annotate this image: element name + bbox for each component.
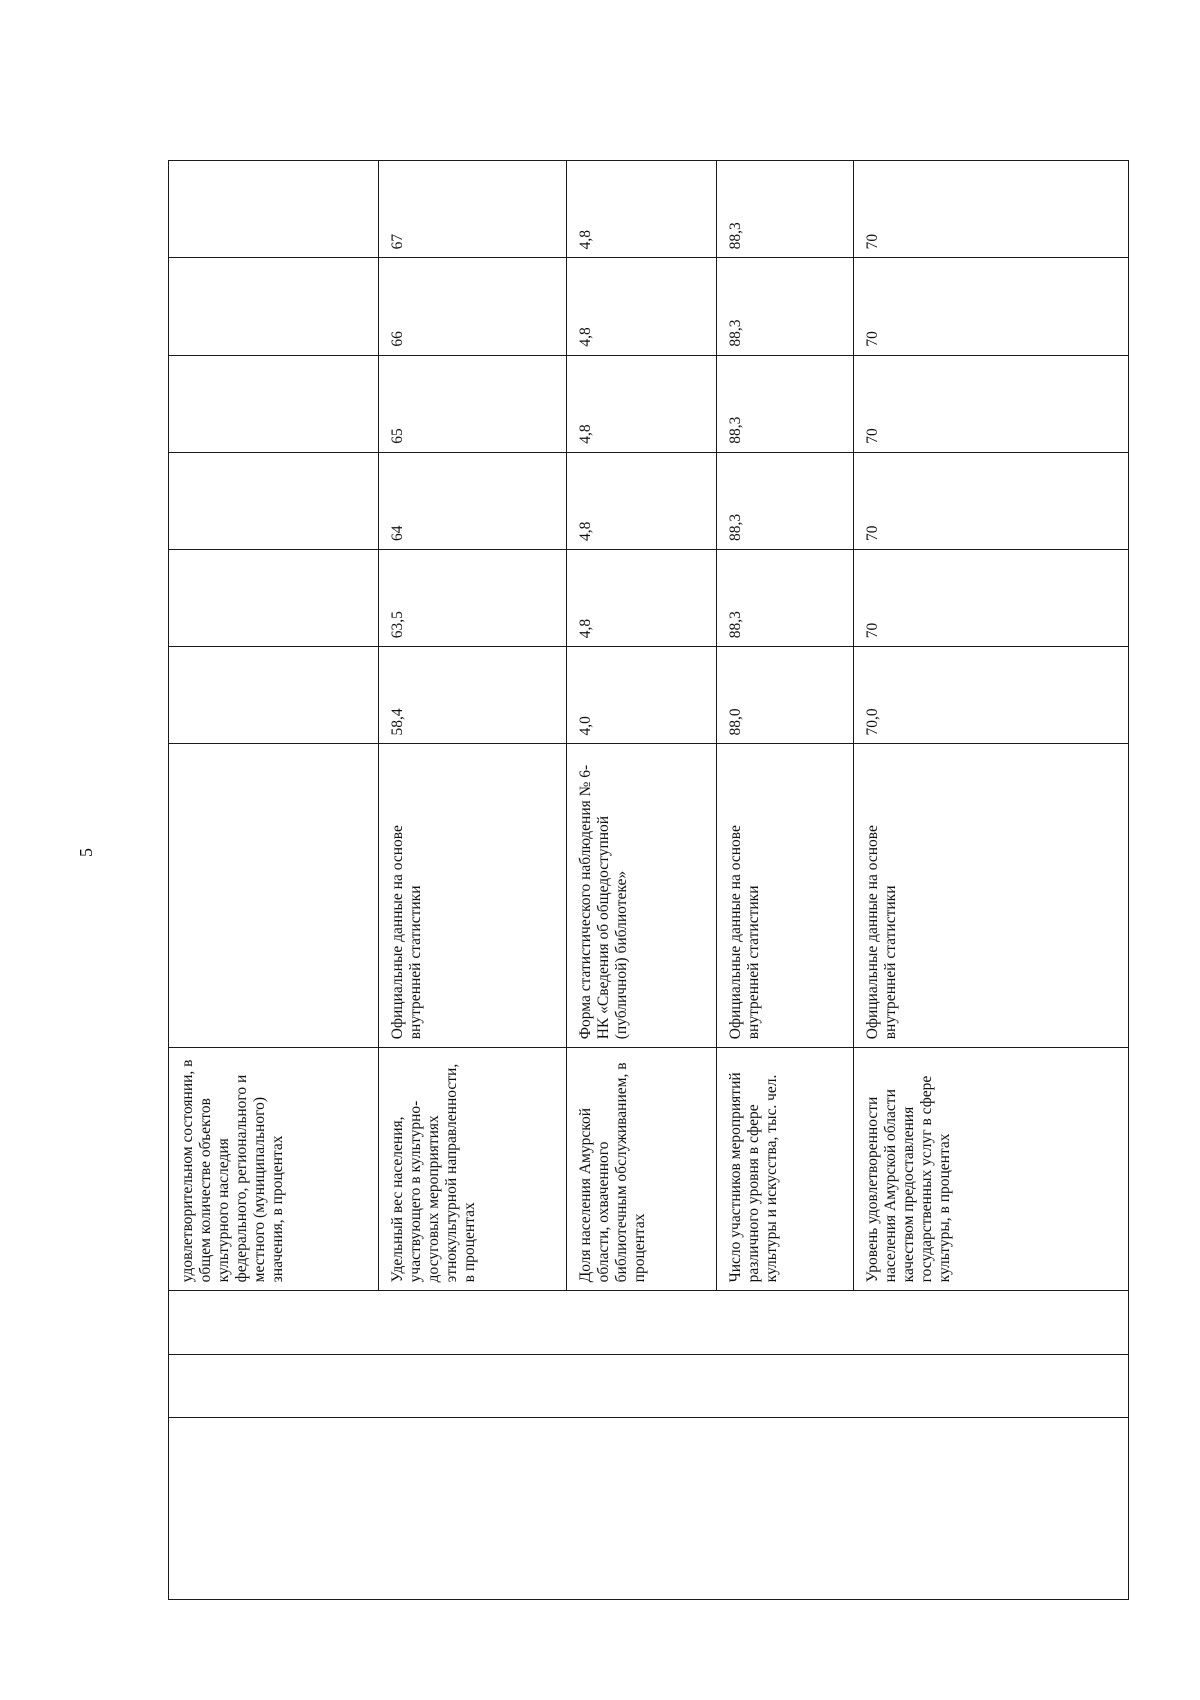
value-cell: 88,3 bbox=[717, 258, 854, 355]
source-cell: Официальные данные на основе внутренней статистики bbox=[854, 744, 1129, 1048]
page-number: 5 bbox=[76, 848, 96, 857]
value-cell: 4,8 bbox=[567, 550, 717, 647]
indicator-cell: удовлетворительном состоянии, в общем количестве объектов культурного наследия федерального, регионального и местного (муниципального) значения, в процентах bbox=[169, 1048, 379, 1291]
value-cell bbox=[169, 647, 379, 744]
value-cell: 4,8 bbox=[567, 258, 717, 355]
value-cell: 4,8 bbox=[567, 161, 717, 258]
value-cell: 70 bbox=[854, 355, 1129, 452]
value-cell: 88,3 bbox=[717, 161, 854, 258]
value-cell: 64 bbox=[379, 452, 567, 549]
value-cell: 70 bbox=[854, 550, 1129, 647]
source-cell bbox=[169, 744, 379, 1048]
value-cell: 70,0 bbox=[854, 647, 1129, 744]
indicator-cell: Число участников мероприятий различного уровня в сфере культуры и искусства, тыс. чел. bbox=[717, 1048, 854, 1291]
value-cell: 88,3 bbox=[717, 355, 854, 452]
value-cell: 88,0 bbox=[717, 647, 854, 744]
value-cell: 58,4 bbox=[379, 647, 567, 744]
source-cell: Форма статистического наблюдения № 6-НК «Сведения об общедоступной (публичной) библиотеке» bbox=[567, 744, 717, 1048]
value-cell: 70 bbox=[854, 258, 1129, 355]
value-cell: 70 bbox=[854, 161, 1129, 258]
value-cell: 4,8 bbox=[567, 452, 717, 549]
value-cell bbox=[169, 258, 379, 355]
value-cell: 70 bbox=[854, 452, 1129, 549]
indicators-table bbox=[168, 160, 1129, 1600]
indicators-table-rotated bbox=[168, 160, 1128, 1600]
indicator-cell: Уровень удовлетворенности населения Амурской области качеством предоставления государственных услуг в сфере культуры, в процентах bbox=[854, 1048, 1129, 1291]
source-cell: Официальные данные на основе внутренней статистики bbox=[379, 744, 567, 1048]
value-cell bbox=[169, 550, 379, 647]
empty-cell bbox=[169, 1354, 1129, 1417]
value-cell: 63,5 bbox=[379, 550, 567, 647]
source-cell: Официальные данные на основе внутренней статистики bbox=[717, 744, 854, 1048]
value-cell bbox=[169, 161, 379, 258]
value-cell: 65 bbox=[379, 355, 567, 452]
indicator-cell: Доля населения Амурской области, охваченного библиотечным обслуживанием, в процентах bbox=[567, 1048, 717, 1291]
value-cell: 4,0 bbox=[567, 647, 717, 744]
value-cell: 67 bbox=[379, 161, 567, 258]
indicator-cell: Удельный вес населения, участвующего в культурно-досуговых мероприятиях этнокультурной направленности, в процентах bbox=[379, 1048, 567, 1291]
empty-cell bbox=[169, 1291, 1129, 1354]
value-cell bbox=[169, 452, 379, 549]
empty-cell bbox=[169, 1417, 1129, 1599]
value-cell: 88,3 bbox=[717, 550, 854, 647]
value-cell: 66 bbox=[379, 258, 567, 355]
table-row bbox=[169, 161, 379, 1600]
value-cell: 4,8 bbox=[567, 355, 717, 452]
value-cell: 88,3 bbox=[717, 452, 854, 549]
value-cell bbox=[169, 355, 379, 452]
